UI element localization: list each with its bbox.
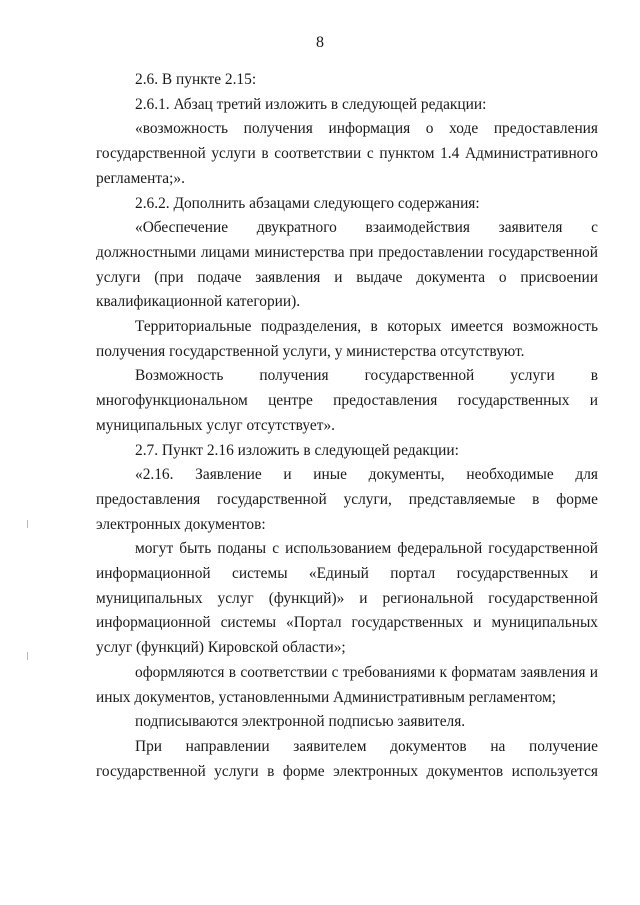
paragraph-format-requirements: оформляются в соответствии с требованиями к форматам заявления и иных документов, установленными Административным регламентом; xyxy=(96,663,598,706)
paragraph-mfc-possibility: Возможность получения государственной услуги в многофункциональном центре предоставления государственных и муниципальных услуг отсутствует». xyxy=(96,367,598,434)
scan-edge-mark xyxy=(27,652,28,660)
paragraph-territorial-divisions: Территориальные подразделения, в которых имеется возможность получения государственной услуги, у министерства отсутствуют. xyxy=(96,318,598,360)
paragraph-quote-info-possibility: «возможность получения информация о ходе предоставления государственной услуги в соответствии с пунктом 1.4 Административного регламента;». xyxy=(96,120,598,187)
paragraph-quote-2-16: «2.16. Заявление и иные документы, необходимые для предоставления государственной услуги, представляемые в форме электронных документов: xyxy=(96,466,598,533)
paragraph-electronic-signature: подписываются электронной подписью заявителя. xyxy=(135,713,466,731)
paragraph-section-2-6-1: 2.6.1. Абзац третий изложить в следующей редакции: xyxy=(135,95,487,113)
page-number: 8 xyxy=(316,34,324,51)
paragraph-submission-portals: могут быть поданы с использованием федеральной государственной информационной системы «Единый портал государственных и муниципальных услуг (функций)» и региональной государственной информационной системы «Портал государственных и муниципальных услуг (функций) Кировской области»; xyxy=(96,540,598,657)
scan-edge-mark xyxy=(27,520,28,528)
paragraph-section-2-6: 2.6. В пункте 2.15: xyxy=(135,71,257,88)
paragraph-electronic-submission: При направлении заявителем документов на получение государственной услуги в форме электронных документов используется xyxy=(96,737,598,780)
paragraph-section-2-6-2: 2.6.2. Дополнить абзацами следующего содержания: xyxy=(135,194,480,212)
document-body xyxy=(96,68,598,784)
paragraph-quote-interaction: «Обеспечение двукратного взаимодействия заявителя с должностными лицами министерства при предоставлении государственной услуги (при подаче заявления и выдаче документа о присвоении квалификационной категории). xyxy=(96,219,598,311)
paragraph-section-2-7: 2.7. Пункт 2.16 изложить в следующей редакции: xyxy=(135,441,459,459)
